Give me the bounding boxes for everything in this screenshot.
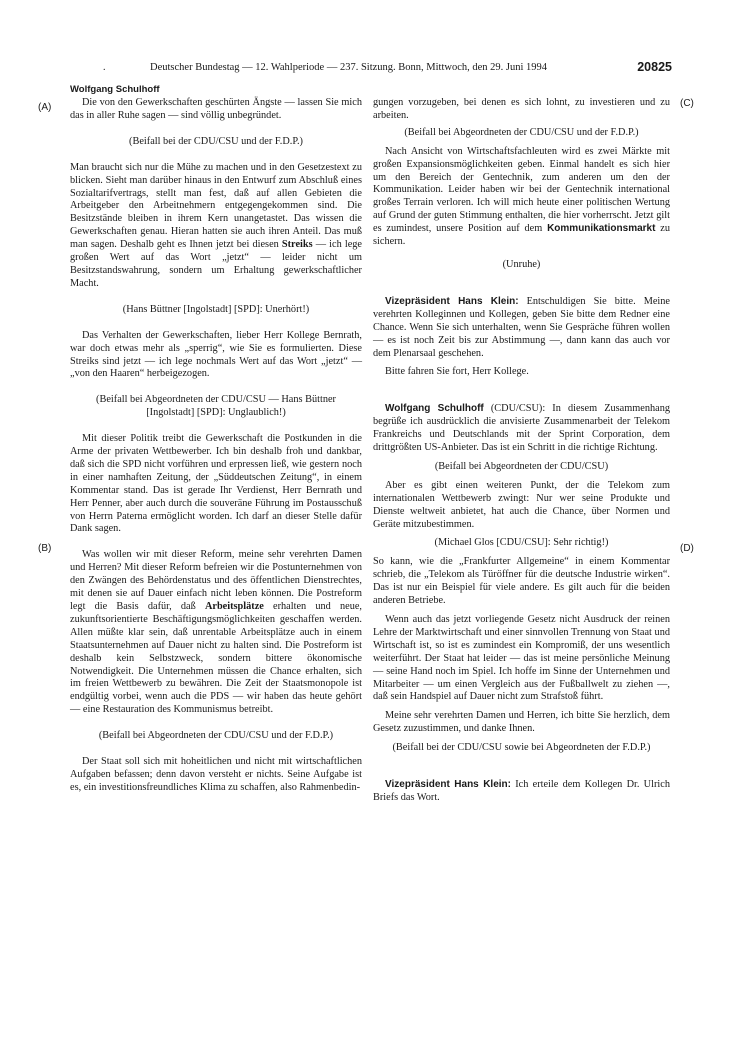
paragraph: Mit dieser Politik treibt die Gewerkschaft die Postkunden in die Arme der privaten Wettbewerber. Ich bin deshalb froh und dankbar, daß sich die SPD nicht vorführen und erpressen ließ, wie gestern noch in einer namhaften Zeitung, der „Süddeutschen Zeitung“, in einem Kommentar stand. Das ist gerade Ihr Verdienst, Herr Bernrath und Herr Penner, aber auch durch die souveräne Führung im Postausschuß von Herrn Paterna ermöglicht worden. Ich darf an dieser Stelle dafür Dank sagen.: [70, 433, 362, 535]
interjection: (Beifall bei der CDU/CSU und der F.D.P.): [129, 135, 303, 147]
speaker-name: Vizepräsident Hans Klein:: [385, 295, 519, 307]
paragraph: Meine sehr verehrten Damen und Herren, ich bitte Sie herzlich, dem Gesetz zuzustimmen, und danke Ihnen.: [373, 710, 670, 735]
speech-block: Vizepräsident Hans Klein: Ich erteile dem Kollegen Dr. Ulrich Briefs das Wort.: [373, 779, 670, 803]
right-column: [373, 97, 670, 805]
paragraph: Was wollen wir mit dieser Reform, meine sehr verehrten Damen und Herren? Mit dieser Reform befreien wir die Postunternehmen von den Zwängen des Behördenstatus und des öffentlichen Dienstrechtes, mit denen sie auf Dauer einfach nicht leben können. Die Postreform legt die Basis dafür, daß Arbeitsplätze erhalten und neue, zukunftsorientierte Beschäftigungsmöglichkeiten geschaffen werden. Allen müßte klar sein, daß unrentable Arbeitsplätze auch in einem Staatsunternehmen auf Dauer nicht zu halten sind. Die Postreform ist deshalb kein Selbstzweck, sondern bittere ökonomische Notwendigkeit. Die Unternehmen müssen die Chance erhalten, sich im freien Wettbewerb zu bewähren. Die Zeit der Staatsmonopole ist endgültig vorbei, wenn auch die PDS — wir haben das heute gehört — eine Restauration des Kommunismus betreibt.: [70, 549, 362, 716]
paragraph: Die von den Gewerkschaften geschürten Ängste — lassen Sie mich das in aller Ruhe sagen — sind völlig unbegründet.: [70, 97, 362, 121]
interjection: (Beifall bei Abgeordneten der CDU/CSU — Hans Büttner [Ingolstadt] [SPD]: Unglaublich!): [96, 394, 336, 419]
margin-mark-c: (C): [680, 98, 694, 109]
header-dot: .: [103, 62, 106, 73]
bold-term: Streiks: [281, 239, 313, 251]
paragraph: Nach Ansicht von Wirtschaftsfachleuten wird es zwei Märkte mit großen Expansionsmöglichkeiten geben. Einmal handelt es sich hier um den Bereich der Gentechnik, zum anderen um den der Kommunikation. Leider haben wir bei der Gentechnik international großes Terrain verloren. Ich will mich heute einer politischen Wertung auf Grund der guten Stimmung enthalten, die hier vorherrscht. Jetzt gilt es zumindest, unsere Position auf dem Kommunikationsmarkt zu sichern.: [373, 145, 671, 248]
speech-block: Wolfgang Schulhoff (CDU/CSU): In diesem Zusammenhang begrüße ich ausdrücklich die anvisierte Zusammenarbeit der Telekom Frankreichs und Deutschlands mit der Sprint Corporation, dem drittgrößten US-Anbieter. Das ist ein Schritt in die richtige Richtung.: [373, 403, 670, 454]
paragraph: gungen vorzugeben, bei denen es sich lohnt, zu investieren und zu arbeiten.: [373, 97, 670, 121]
running-header: [100, 60, 672, 80]
interjection: (Beifall bei Abgeordneten der CDU/CSU und der F.D.P.): [98, 730, 334, 742]
margin-mark-b: (B): [38, 543, 52, 554]
speech-block: Vizepräsident Hans Klein: Entschuldigen Sie bitte. Meine verehrten Kolleginnen und Kollegen, geben Sie bitte dem Redner eine Chance. Wenn Sie sich unterhalten, wenn Sie Gespräche führen wollen — es ist noch Zeit bis zur Abstimmung —, dann kann das auch vor dem Plenarsaal geschehen.: [373, 295, 670, 359]
paragraph: So kann, wie die „Frankfurter Allgemeine“ in einem Kommentar schrieb, die „Telekom als Türöffner für die deutsche Industrie wirken“. Das ist nur ein Beispiel für viele andere. Es gilt auch für die beiden anderen Betriebe.: [373, 556, 670, 607]
interjection: (Beifall bei Abgeordneten der CDU/CSU): [434, 460, 609, 472]
interjection: (Unruhe): [502, 258, 541, 270]
speaker-header: Wolfgang Schulhoff: [70, 84, 160, 95]
paragraph: Man braucht sich nur die Mühe zu machen und in den Gesetzestext zu blicken. Sieht man darüber hinaus in den Entwurf zum Abschluß eines Sozialtarifvertrags, stellt man fest, daß auf allen Gebieten die Arbeitgeber den Arbeitnehmern entgegengekommen sind. Die Besitzstände bleiben in ihrem Kern unangetastet. Das wissen die Gewerkschaften genau. Hieran hatten sie auch ihren Anteil. Das muß man sagen. Deshalb geht es Ihnen jetzt bei diesen Streiks — ich lege großen Wert auf das Wort „jetzt“ — leider nicht um Besitzstandswahrung, sondern um Erhaltung gewerkschaftlicher Macht.: [70, 161, 363, 289]
paragraph: Der Staat soll sich mit hoheitlichen und nicht mit wirtschaftlichen Aufgaben befassen; denn davon versteht er nichts. Seine Aufgabe ist es, ein investitionsfreundliches Klima zu schaffen, also Rahmenbedin-: [70, 756, 362, 793]
page-number: 20825: [637, 60, 672, 74]
bold-term: Arbeitsplätze: [204, 601, 264, 612]
paragraph: Bitte fahren Sie fort, Herr Kollege.: [385, 366, 529, 378]
speaker-name: Vizepräsident Hans Klein:: [385, 779, 511, 791]
paragraph: Wenn auch das jetzt vorliegende Gesetz nicht Ausdruck der reinen Lehre der Marktwirtschaft und einer sinnvollen Trennung von Staat und Wirtschaft ist, so ist es zumindest ein Kompromiß, der uns wesentlich weiterführt. Der Staat hat leider — das ist meine persönliche Meinung — seine Hand noch im Spiel. Ich hoffe im Sinne der Unternehmen und Mitarbeiter — um einen Vergleich aus der Fußballwelt zu ziehen —, daß sein Handspiel auf Dauer nicht zum Strafstoß führt.: [373, 614, 670, 703]
margin-mark-d: (D): [680, 543, 694, 554]
speaker-name: Wolfgang Schulhoff: [385, 403, 484, 415]
margin-mark-a: (A): [38, 102, 52, 113]
interjection: (Michael Glos [CDU/CSU]: Sehr richtig!): [434, 537, 609, 549]
interjection: (Hans Büttner [Ingolstadt] [SPD]: Unerhört!): [122, 303, 310, 315]
running-head-text: Deutscher Bundestag — 12. Wahlperiode — 237. Sitzung. Bonn, Mittwoch, den 29. Juni 1994: [150, 62, 548, 73]
paragraph: Aber es gibt einen weiteren Punkt, der die Telekom zum internationalen Wettbewerb zwingt: Nur wer seine Produkte und Dienste weltweit anbietet, hat auch die Chance, über Normen und Geräte mitzubestimmen.: [373, 479, 670, 530]
left-column: [70, 97, 362, 795]
interjection: (Beifall bei Abgeordneten der CDU/CSU und der F.D.P.): [404, 126, 639, 138]
paragraph: Das Verhalten der Gewerkschaften, lieber Herr Kollege Bernrath, war doch etwas mehr als „sperrig“, wie Sie es formulierten. Diese Streiks sind jetzt — ich lege nochmals Wert auf das Wort „jetzt“ — „von den Haaren“ herbeigezogen.: [70, 329, 362, 380]
bold-term: Kommunikationsmarkt: [547, 223, 656, 235]
interjection: (Beifall bei der CDU/CSU sowie bei Abgeordneten der F.D.P.): [392, 742, 651, 754]
